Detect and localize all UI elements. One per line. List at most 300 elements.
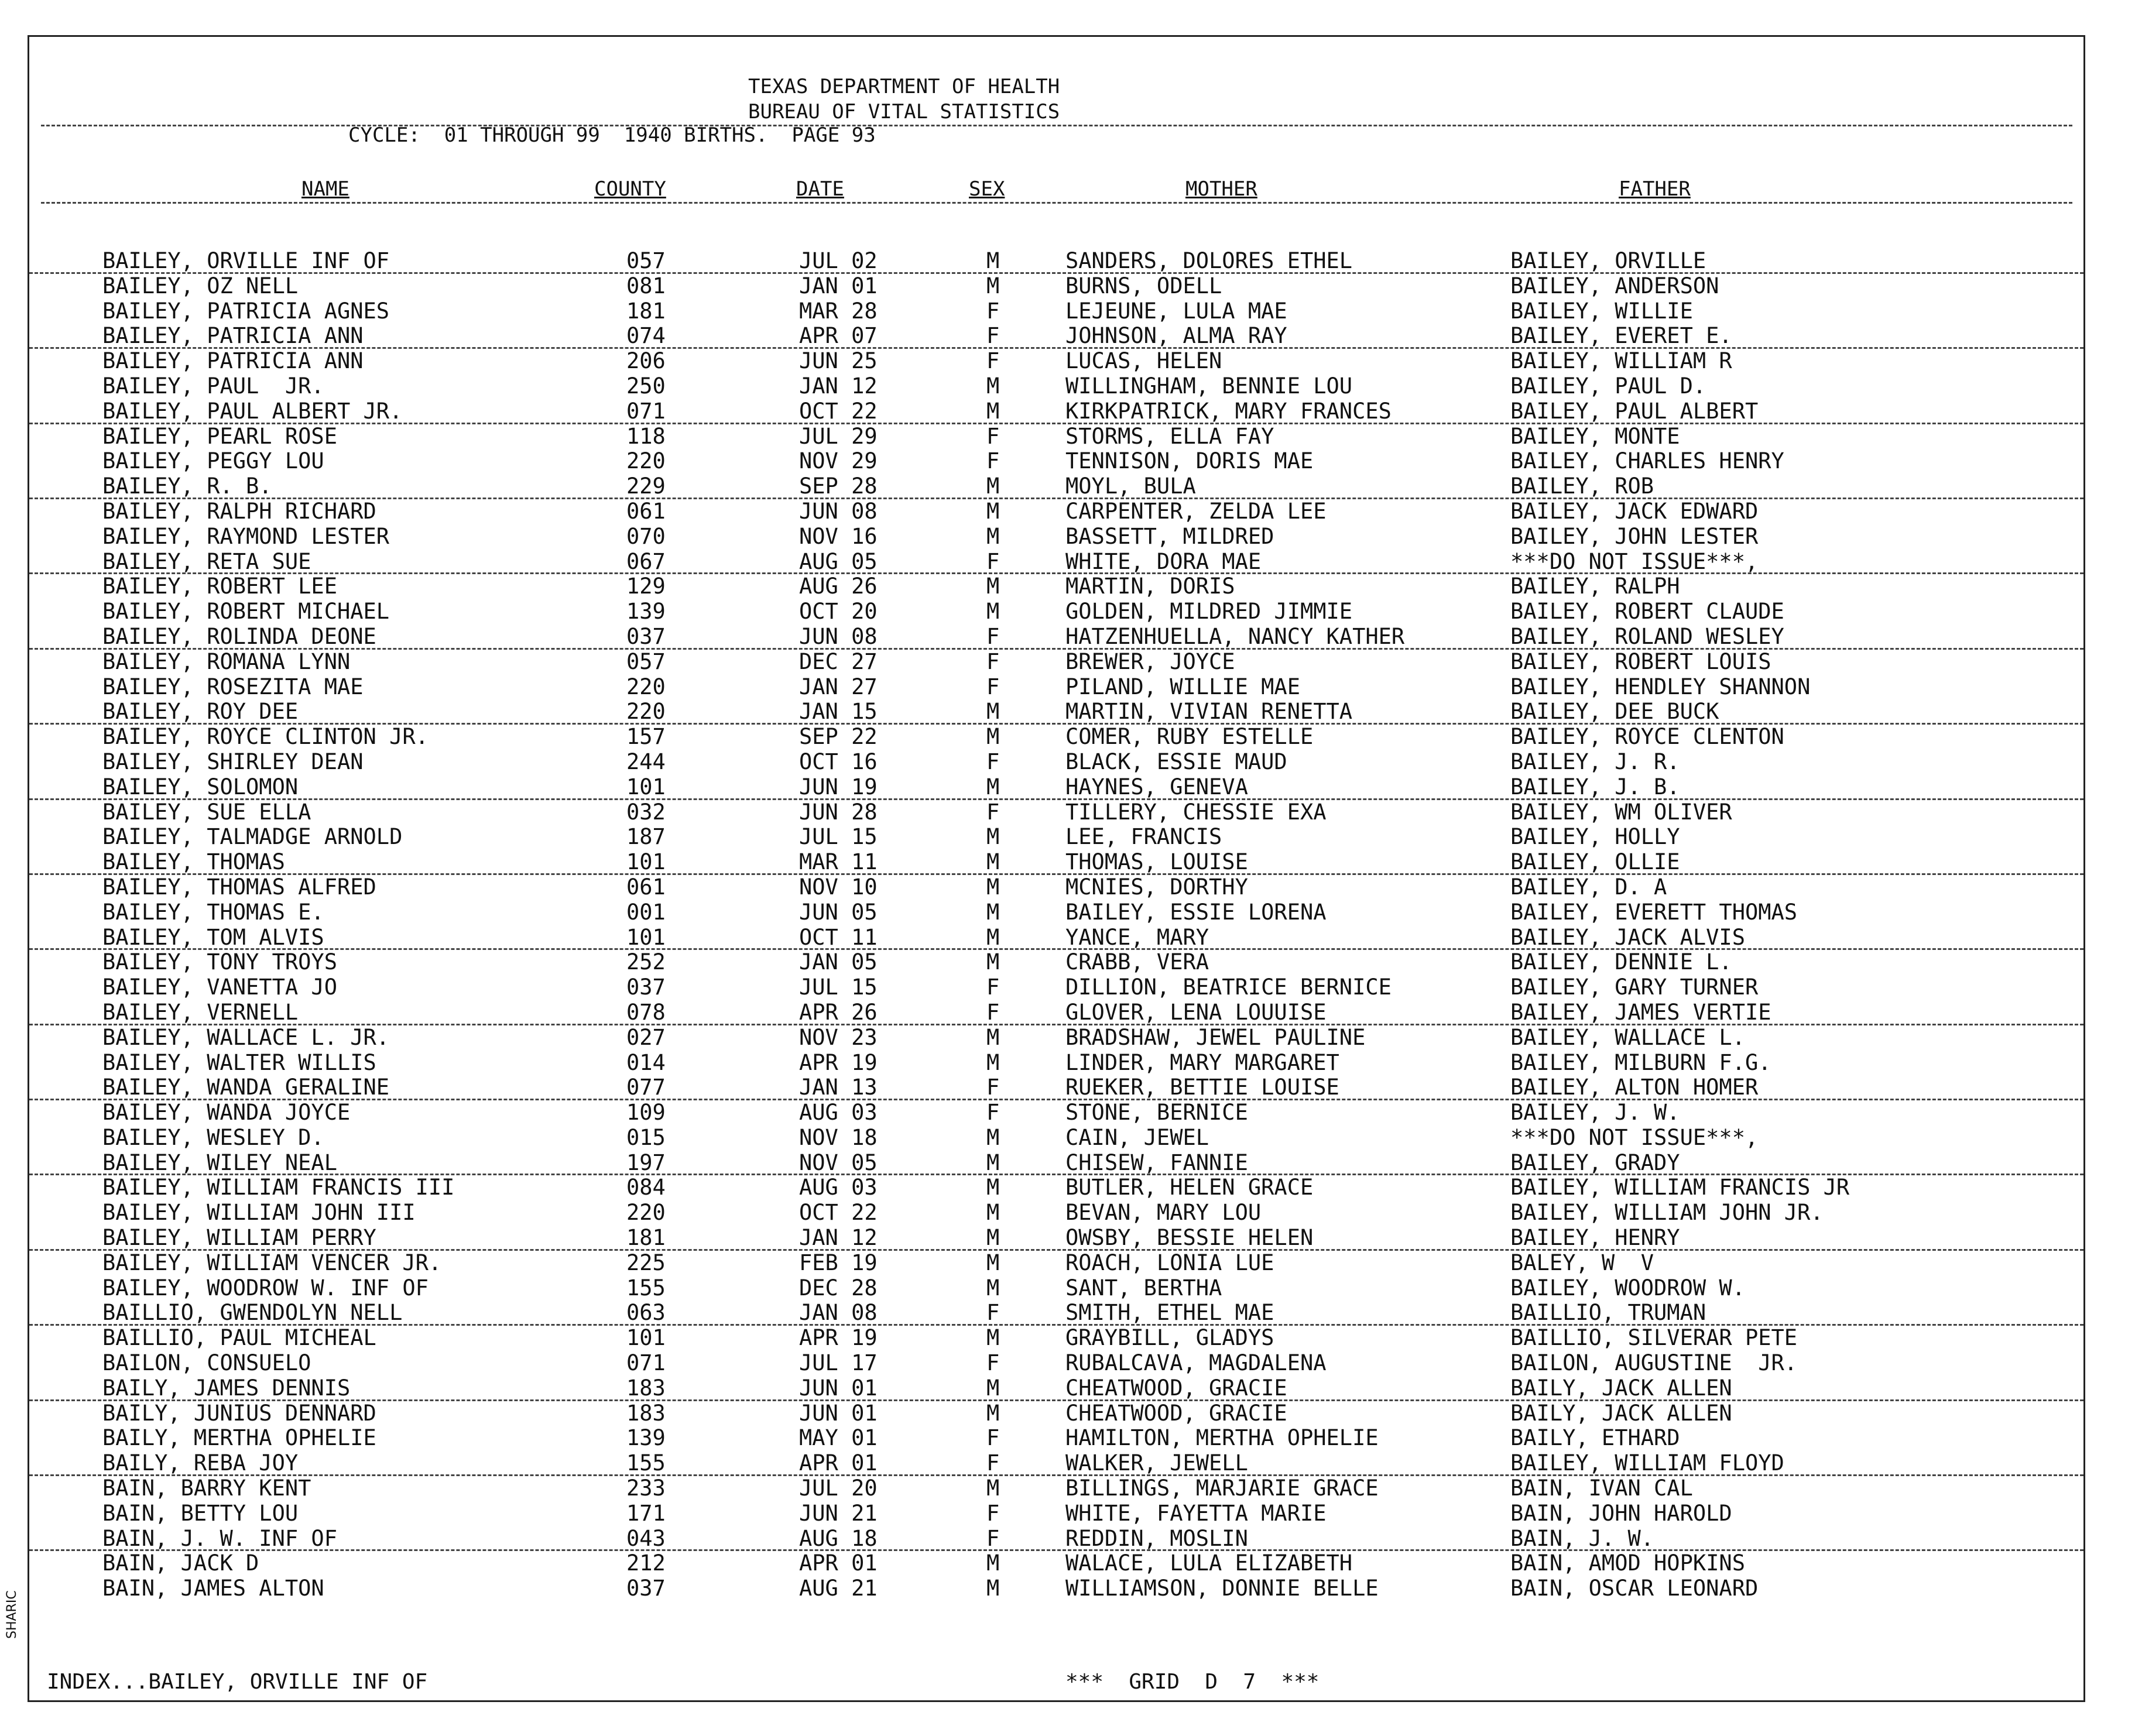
cell-mother: CRABB, VERA [1065,949,1209,975]
table-row [29,599,2083,625]
cell-county: 081 [626,273,666,299]
cell-mother: STORMS, ELLA FAY [1065,423,1274,449]
cell-date: OCT 22 [799,1200,878,1226]
cell-father: BAILEY, JACK EDWARD [1510,498,1759,524]
table-row [29,1276,2083,1301]
cell-sex: M [986,1175,1000,1200]
table-row [29,950,2083,975]
cell-father: BAILEY, MONTE [1510,423,1680,449]
cell-mother: REDDIN, MOSLIN [1065,1525,1248,1551]
cell-county: 037 [626,1576,666,1601]
cell-sex: M [986,373,1000,399]
cell-father: BAILEY, GRADY [1510,1150,1680,1175]
cell-name: BAILEY, WALLACE L. JR. [102,1024,390,1050]
cell-county: 250 [626,373,666,399]
table-row [29,1126,2083,1151]
cell-sex: F [986,623,1000,649]
cell-mother: BURNS, ODELL [1065,273,1222,299]
column-header-rule [41,202,2072,204]
cell-date: APR 19 [799,1049,878,1075]
table-row [29,1326,2083,1351]
cell-mother: WALKER, JEWELL [1065,1450,1248,1476]
cell-name: BAILEY, PEGGY LOU [102,448,324,474]
cell-sex: M [986,849,1000,875]
cell-father: BAILEY, HENDLEY SHANNON [1510,674,1811,699]
cell-mother: WILLINGHAM, BENNIE LOU [1065,373,1353,399]
cell-mother: JOHNSON, ALMA RAY [1065,323,1287,349]
cell-father: BAILEY, DENNIE L. [1510,949,1732,975]
cell-name: BAILEY, RALPH RICHARD [102,498,376,524]
cell-sex: F [986,298,1000,324]
cell-mother: WILLIAMSON, DONNIE BELLE [1065,1576,1379,1601]
cell-mother: BILLINGS, MARJARIE GRACE [1065,1476,1379,1501]
cell-sex: M [986,1275,1000,1301]
cell-mother: RUEKER, BETTIE LOUISE [1065,1075,1339,1100]
cell-county: 220 [626,699,666,725]
cell-father: BAILLIO, SILVERAR PETE [1510,1325,1798,1351]
cell-date: AUG 26 [799,574,878,599]
table-row [29,550,2083,575]
cell-mother: BEVAN, MARY LOU [1065,1200,1262,1226]
cell-name: BAILEY, ROYCE CLINTON JR. [102,724,429,750]
cell-date: AUG 18 [799,1525,878,1551]
cell-county: 181 [626,1225,666,1251]
cell-mother: SANDERS, DOLORES ETHEL [1065,248,1353,273]
cell-name: BAILEY, R. B. [102,474,272,499]
cell-county: 157 [626,724,666,750]
cell-county: 171 [626,1500,666,1526]
cell-county: 037 [626,975,666,1000]
cell-sex: F [986,674,1000,699]
table-row [29,1526,2083,1552]
cell-name: BAIN, BETTY LOU [102,1500,299,1526]
table-row [29,1426,2083,1451]
cell-date: NOV 29 [799,448,878,474]
cell-county: 139 [626,1425,666,1451]
table-row [29,825,2083,850]
cell-mother: BUTLER, HELEN GRACE [1065,1175,1314,1200]
cell-father: BAIN, OSCAR LEONARD [1510,1576,1759,1601]
cell-date: MAR 28 [799,298,878,324]
cell-name: BAIN, BARRY KENT [102,1476,311,1501]
cell-sex: M [986,1124,1000,1150]
cell-name: BAILEY, ROBERT MICHAEL [102,599,390,625]
table-row [29,574,2083,599]
cell-sex: M [986,924,1000,950]
cell-date: JAN 05 [799,949,878,975]
cell-sex: M [986,1400,1000,1426]
table-row [29,499,2083,524]
table-row [29,1000,2083,1025]
cell-mother: DILLION, BEATRICE BERNICE [1065,975,1392,1000]
cell-mother: GOLDEN, MILDRED JIMMIE [1065,599,1353,625]
cell-county: 061 [626,498,666,524]
cell-father: BAILEY, JOHN LESTER [1510,523,1759,549]
table-row [29,699,2083,725]
cell-sex: M [986,1225,1000,1251]
cell-name: BAIN, JACK D [102,1550,259,1576]
cell-father: BAILEY, ANDERSON [1510,273,1719,299]
cell-county: 109 [626,1100,666,1126]
records-table [29,249,2083,1601]
cell-name: BAILEY, ORVILLE INF OF [102,248,390,273]
cell-sex: M [986,774,1000,800]
cell-date: JUL 15 [799,824,878,850]
cell-mother: LEE, FRANCIS [1065,824,1222,850]
cell-county: 229 [626,474,666,499]
cell-father: BAILEY, DEE BUCK [1510,699,1719,725]
cell-date: JUL 17 [799,1350,878,1376]
cell-father: BAILEY, PAUL ALBERT [1510,398,1759,424]
cell-name: BAILEY, WILLIAM JOHN III [102,1200,416,1226]
cell-county: 212 [626,1550,666,1576]
cell-name: BAIN, J. W. INF OF [102,1525,337,1551]
cell-name: BAILEY, TOM ALVIS [102,924,324,950]
cell-sex: M [986,273,1000,299]
table-row [29,850,2083,875]
cell-county: 037 [626,623,666,649]
cell-county: 101 [626,774,666,800]
cell-sex: F [986,348,1000,374]
cell-sex: F [986,1425,1000,1451]
cell-date: AUG 05 [799,548,878,574]
cell-name: BAILEY, ROSEZITA MAE [102,674,364,699]
cell-sex: F [986,1350,1000,1376]
cell-name: BAILEY, WILEY NEAL [102,1150,337,1175]
cell-father: BAILEY, ORVILLE [1510,248,1706,273]
cell-date: JAN 27 [799,674,878,699]
cell-sex: M [986,1150,1000,1175]
cell-father: BAILEY, J. R. [1510,749,1680,774]
cell-father: BAILEY, ROBERT LOUIS [1510,649,1771,674]
cell-mother: GLOVER, LENA LOUUISE [1065,999,1327,1025]
cell-sex: M [986,824,1000,850]
footer-index: INDEX...BAILEY, ORVILLE INF OF [47,1670,428,1694]
cell-mother: WALACE, LULA ELIZABETH [1065,1550,1353,1576]
cell-date: DEC 27 [799,649,878,674]
cell-father: BAILEY, CHARLES HENRY [1510,448,1784,474]
cell-father: BAILEY, J. W. [1510,1100,1680,1126]
cell-name: BAILEY, VERNELL [102,999,299,1025]
cell-sex: M [986,474,1000,499]
cell-date: JUN 08 [799,498,878,524]
cell-name: BAILEY, SHIRLEY DEAN [102,749,364,774]
cell-father: BAIN, J. W. [1510,1525,1654,1551]
column-header-name: NAME [301,177,349,201]
cell-father: BAILEY, WILLIE [1510,298,1693,324]
cell-date: JUL 29 [799,423,878,449]
table-row [29,1100,2083,1126]
cell-sex: M [986,1200,1000,1226]
cell-mother: CHEATWOOD, GRACIE [1065,1400,1287,1426]
cell-sex: M [986,523,1000,549]
cell-county: 197 [626,1150,666,1175]
cell-date: NOV 10 [799,874,878,900]
cell-date: JUL 15 [799,975,878,1000]
cell-sex: M [986,874,1000,900]
table-row [29,274,2083,299]
cell-father: BAILEY, GARY TURNER [1510,975,1759,1000]
column-header-date: DATE [796,177,844,201]
table-row [29,625,2083,650]
cell-sex: M [986,398,1000,424]
table-row [29,1025,2083,1051]
cell-county: 244 [626,749,666,774]
cell-date: MAR 11 [799,849,878,875]
cell-date: AUG 03 [799,1100,878,1126]
cell-father: BAILEY, HENRY [1510,1225,1680,1251]
cell-name: BAILEY, ROLINDA DEONE [102,623,376,649]
cell-name: BAILEY, PATRICIA AGNES [102,298,390,324]
cell-father: BAILY, JACK ALLEN [1510,1400,1732,1426]
cell-father: BAILON, AUGUSTINE JR. [1510,1350,1798,1376]
cell-mother: BASSETT, MILDRED [1065,523,1274,549]
cell-name: BAILEY, TONY TROYS [102,949,337,975]
cell-name: BAILLIO, GWENDOLYN NELL [102,1300,403,1326]
cell-name: BAILEY, THOMAS ALFRED [102,874,376,900]
table-row [29,1051,2083,1076]
cell-name: BAILEY, ROMANA LYNN [102,649,351,674]
cell-mother: OWSBY, BESSIE HELEN [1065,1225,1314,1251]
cell-father: BAILEY, JAMES VERTIE [1510,999,1771,1025]
cell-date: JUN 08 [799,623,878,649]
table-row [29,900,2083,925]
cell-mother: GRAYBILL, GLADYS [1065,1325,1274,1351]
table-row [29,1576,2083,1601]
cell-name: BAILEY, SOLOMON [102,774,299,800]
cell-date: JUL 20 [799,1476,878,1501]
cell-mother: HAMILTON, MERTHA OPHELIE [1065,1425,1379,1451]
cell-name: BAILEY, WILLIAM VENCER JR. [102,1250,442,1275]
cell-mother: MCNIES, DORTHY [1065,874,1248,900]
cell-county: 206 [626,348,666,374]
cell-father: BAILEY, ROLAND WESLEY [1510,623,1784,649]
table-row [29,1351,2083,1376]
table-row [29,374,2083,399]
cell-county: 063 [626,1300,666,1326]
cell-county: 074 [626,323,666,349]
cell-mother: WHITE, DORA MAE [1065,548,1262,574]
cell-name: BAILEY, PAUL JR. [102,373,324,399]
cell-date: APR 26 [799,999,878,1025]
cell-father: BAILEY, EVERET E. [1510,323,1732,349]
cell-county: 220 [626,1200,666,1226]
cell-father: BAILEY, WILLIAM FRANCIS JR [1510,1175,1850,1200]
cell-sex: F [986,975,1000,1000]
table-row [29,875,2083,900]
cell-date: DEC 28 [799,1275,878,1301]
cell-sex: M [986,899,1000,925]
table-row [29,925,2083,951]
cell-name: BAILEY, THOMAS E. [102,899,324,925]
table-row [29,1175,2083,1200]
table-row [29,1376,2083,1401]
table-row [29,1075,2083,1100]
cell-father: BAILEY, J. B. [1510,774,1680,800]
cell-name: BAILEY, RETA SUE [102,548,311,574]
cell-sex: F [986,649,1000,674]
cell-mother: BLACK, ESSIE MAUD [1065,749,1287,774]
cell-sex: F [986,1100,1000,1126]
table-row [29,1251,2083,1276]
cell-sex: M [986,699,1000,725]
table-row [29,449,2083,474]
table-row [29,650,2083,675]
cell-date: JAN 13 [799,1075,878,1100]
cell-name: BAILY, MERTHA OPHELIE [102,1425,376,1451]
cell-name: BAILEY, WILLIAM PERRY [102,1225,376,1251]
table-row [29,424,2083,450]
cell-name: BAILEY, SUE ELLA [102,799,311,825]
cell-sex: M [986,1576,1000,1601]
table-row [29,775,2083,800]
cell-county: 101 [626,849,666,875]
cell-date: JUN 19 [799,774,878,800]
cell-date: APR 01 [799,1450,878,1476]
cell-father: BAILEY, RALPH [1510,574,1680,599]
cell-county: 015 [626,1124,666,1150]
cell-county: 071 [626,398,666,424]
cell-sex: F [986,448,1000,474]
cell-mother: LEJEUNE, LULA MAE [1065,298,1287,324]
cell-mother: CHEATWOOD, GRACIE [1065,1375,1287,1401]
table-row [29,249,2083,274]
cell-father: BAILEY, WILLIAM JOHN JR. [1510,1200,1824,1226]
cell-father: BAILY, JACK ALLEN [1510,1375,1732,1401]
cell-mother: BREWER, JOYCE [1065,649,1235,674]
cell-sex: F [986,548,1000,574]
cell-name: BAILEY, OZ NELL [102,273,299,299]
cell-father: BAILEY, D. A [1510,874,1667,900]
table-row [29,1501,2083,1526]
cell-date: SEP 22 [799,724,878,750]
cell-sex: F [986,1450,1000,1476]
cell-mother: TENNISON, DORIS MAE [1065,448,1314,474]
cell-father: BAILEY, ALTON HOMER [1510,1075,1759,1100]
cell-sex: M [986,949,1000,975]
cell-sex: M [986,1250,1000,1275]
cell-county: 070 [626,523,666,549]
cell-sex: F [986,999,1000,1025]
cell-date: FEB 19 [799,1250,878,1275]
cell-sex: M [986,1550,1000,1576]
cell-mother: ROACH, LONIA LUE [1065,1250,1274,1275]
cell-sex: F [986,749,1000,774]
cell-date: JAN 12 [799,1225,878,1251]
cell-sex: M [986,1049,1000,1075]
cell-mother: YANCE, MARY [1065,924,1209,950]
cell-father: BAILEY, JACK ALVIS [1510,924,1745,950]
cell-sex: F [986,1075,1000,1100]
cell-county: 057 [626,649,666,674]
column-header-mother: MOTHER [1185,177,1257,201]
cell-father: BAILEY, ROB [1510,474,1654,499]
cell-date: APR 07 [799,323,878,349]
cell-county: 077 [626,1075,666,1100]
cell-name: BAILEY, PEARL ROSE [102,423,337,449]
column-header-sex: SEX [969,177,1005,201]
cell-county: 061 [626,874,666,900]
cell-date: NOV 18 [799,1124,878,1150]
table-row [29,1551,2083,1576]
cell-father: BAILEY, PAUL D. [1510,373,1706,399]
cell-mother: KIRKPATRICK, MARY FRANCES [1065,398,1392,424]
table-row [29,349,2083,374]
cell-mother: BAILEY, ESSIE LORENA [1065,899,1327,925]
cell-county: 233 [626,1476,666,1501]
table-row [29,1401,2083,1426]
cell-sex: M [986,1024,1000,1050]
cell-date: OCT 16 [799,749,878,774]
cell-county: 155 [626,1450,666,1476]
cell-name: BAILEY, VANETTA JO [102,975,337,1000]
cell-mother: MARTIN, VIVIAN RENETTA [1065,699,1353,725]
cell-county: 181 [626,298,666,324]
cell-date: NOV 23 [799,1024,878,1050]
cell-sex: M [986,599,1000,625]
cell-name: BAILEY, THOMAS [102,849,285,875]
cell-mother: SANT, BERTHA [1065,1275,1222,1301]
cell-father: BAILEY, WALLACE L. [1510,1024,1745,1050]
table-row [29,524,2083,550]
cell-county: 032 [626,799,666,825]
cell-mother: STONE, BERNICE [1065,1100,1248,1126]
cell-name: BAILEY, PATRICIA ANN [102,323,364,349]
cell-date: JUN 01 [799,1375,878,1401]
cell-county: 084 [626,1175,666,1200]
cell-date: JUN 01 [799,1400,878,1426]
cell-mother: HATZENHUELLA, NANCY KATHER [1065,623,1405,649]
cell-father: BAILEY, MILBURN F.G. [1510,1049,1771,1075]
header-cycle: CYCLE: 01 THROUGH 99 1940 BIRTHS. PAGE 93 [348,123,876,147]
footer-grid: *** GRID D 7 *** [1065,1670,1320,1694]
cell-date: JAN 01 [799,273,878,299]
cell-date: JAN 12 [799,373,878,399]
cell-mother: RUBALCAVA, MAGDALENA [1065,1350,1327,1376]
table-row [29,1151,2083,1176]
table-row [29,1200,2083,1226]
cell-father: BAILEY, ROBERT CLAUDE [1510,599,1784,625]
cell-date: JUN 25 [799,348,878,374]
header-department: TEXAS DEPARTMENT OF HEALTH [748,75,1060,98]
cell-date: AUG 21 [799,1576,878,1601]
cell-county: 071 [626,1350,666,1376]
cell-date: AUG 03 [799,1175,878,1200]
cell-sex: F [986,323,1000,349]
cell-date: OCT 22 [799,398,878,424]
cell-county: 183 [626,1375,666,1401]
table-row [29,1451,2083,1476]
cell-county: 101 [626,924,666,950]
cell-name: BAILEY, PATRICIA ANN [102,348,364,374]
cell-name: BAILY, JUNIUS DENNARD [102,1400,376,1426]
cell-date: NOV 05 [799,1150,878,1175]
cell-father: BAIN, AMOD HOPKINS [1510,1550,1745,1576]
cell-sex: M [986,248,1000,273]
table-row [29,1226,2083,1251]
cell-mother: TILLERY, CHESSIE EXA [1065,799,1327,825]
cell-county: 187 [626,824,666,850]
cell-father: BAILEY, ROYCE CLENTON [1510,724,1784,750]
header-bureau: BUREAU OF VITAL STATISTICS [748,100,1060,123]
cell-county: 225 [626,1250,666,1275]
cell-sex: F [986,1500,1000,1526]
table-row [29,675,2083,700]
cell-date: NOV 16 [799,523,878,549]
cell-father: BAILEY, WOODROW W. [1510,1275,1745,1301]
cell-name: BAILEY, TALMADGE ARNOLD [102,824,403,850]
cell-name: BAILEY, WALTER WILLIS [102,1049,376,1075]
